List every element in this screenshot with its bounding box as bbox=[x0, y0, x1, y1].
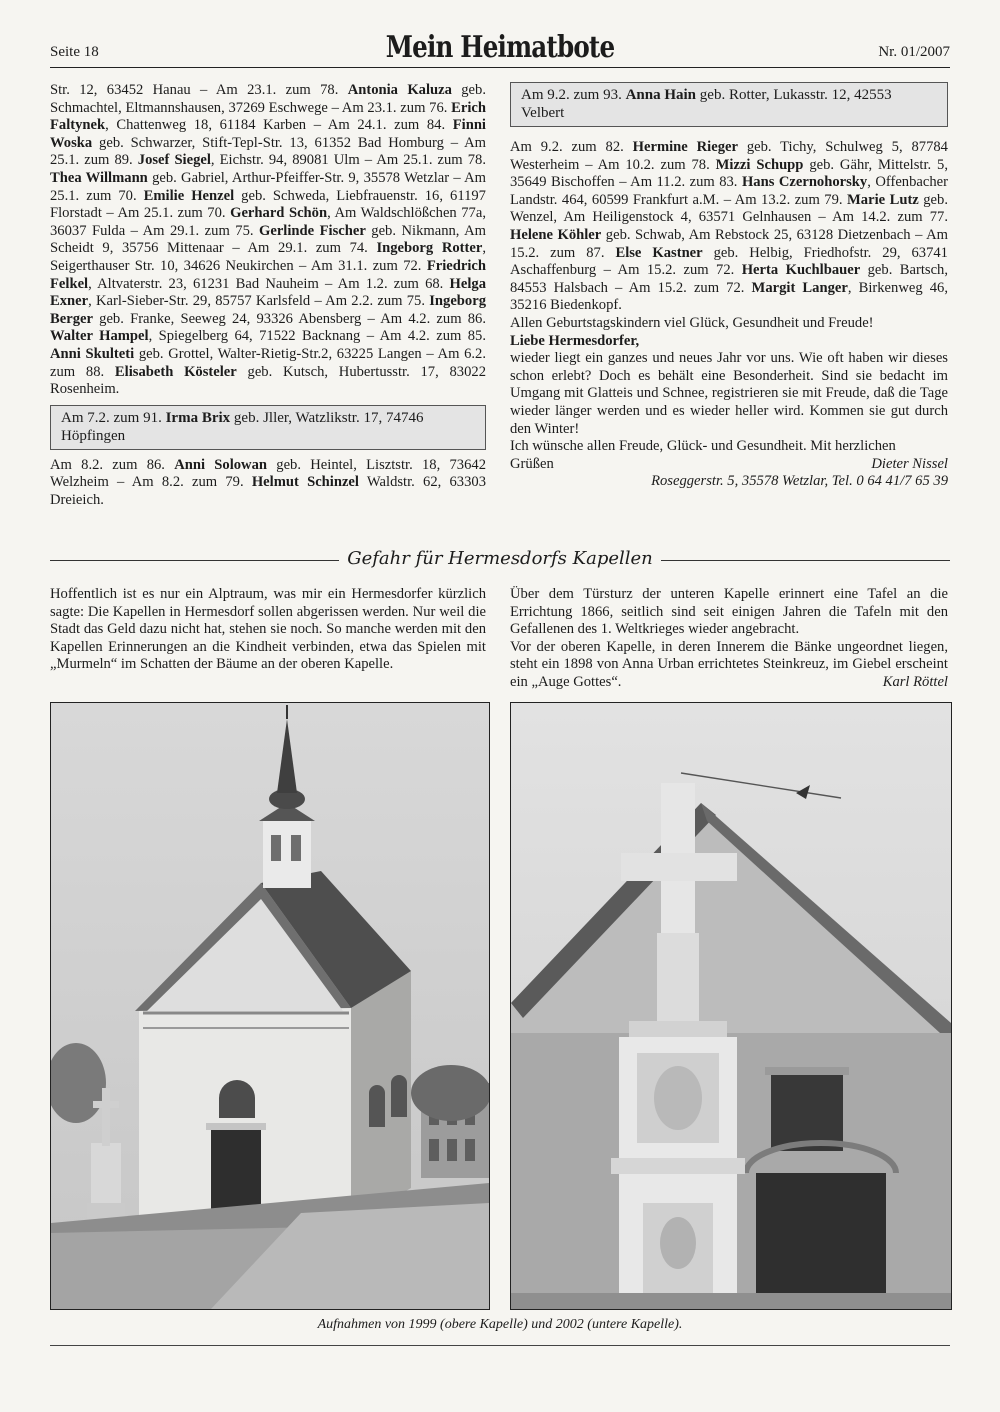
celebrant-name: Antonia Kaluza bbox=[347, 82, 452, 98]
birthday-list-left-1: Str. 12, 63452 Hanau – Am 23.1. zum 78. Antonia Kaluza geb. Schmachtel, Eltmannshausen, 37269 Eschwege – Am 23.1. zum 76. Erich Faltynek, Chattenweg 18, 61184 Karben – Am 24.1. zum 84. Finni Woska geb. Schwarzer, Stift-Tepl-Str. 13, 61352 Bad Homburg – Am 25.1. zum 89. Josef Siegel, Eichstr. 94, 89081 Ulm – Am 25.1. zum 78. Thea Willmann geb. Gabriel, Arthur-Pfeiffer-Str. 9, 35578 Wetzlar – Am 25.1. zum 70. Emilie Henzel geb. Schweda, Liebfrauenstr. 16, 61197 Florstadt – Am 25.1. zum 70. Gerhard Schön, Am Waldschlößchen 77a, 36037 Fulda – Am 29.1. zum 75. Gerlinde Fischer geb. Nikmann, Am Scheidt 9, 35756 Mittenaar – Am 29.1. zum 74. Ingeborg Rotter, Seigerthauser Str. 10, 34626 Neukirchen – Am 31.1. zum 72. Friedrich Felkel, Altvaterstr. 23, 61231 Bad Nauheim – Am 1.2. zum 68. Helga Exner, Karl-Sieber-Str. 29, 85757 Karlsfeld – Am 2.2. zum 75. Ingeborg Berger geb. Franke, Seeweg 24, 93326 Abensberg – Am 4.2. zum 86. Walter Hampel, Spiegelberg 64, 71522 Backnang – Am 4.2. zum 85. Anni Skulteti geb. Grottel, Walter-Rietig-Str.2, 63225 Langen – Am 6.2. zum 88. Elisabeth Kösteler geb. Kutsch, Hubertusstr. 17, 83022 Rosenheim. bbox=[50, 82, 487, 398]
article-left-text: Hoffentlich ist es nur ein Alptraum, was mir ein Hermesdorfer kürzlich sagte: Die Kapellen in Hermesdorf sollen abgerissen werden. Nur weil die Stadt das Geld dazu nicht hat, stehen sie noch. So manche werden mit den Kapellen Erinnerungen an die Kindheit verbinden, etwa das Spielen mit „Murmeln“ im Schatten der Bäume an der oberen Kapelle. bbox=[50, 586, 486, 673]
article-right-paragraph-2 bbox=[510, 639, 948, 692]
celebrant-name: Hans Czernohorsky bbox=[741, 174, 868, 191]
celebrant-name: Gerhard Schön bbox=[230, 205, 328, 222]
article-author: Karl Röttel bbox=[882, 673, 948, 690]
header-rule bbox=[50, 67, 950, 68]
issue-number: Nr. 01/2007 bbox=[878, 44, 950, 60]
masthead: Mein Heimatbote bbox=[385, 30, 615, 65]
celebrant-name: Helmut Schinzel bbox=[251, 474, 359, 491]
birthday-column-left bbox=[50, 82, 486, 509]
letter-heading: Liebe Hermesdorfer, bbox=[510, 332, 640, 349]
photo-lower-chapel bbox=[50, 702, 490, 1310]
birthday-list-right: Am 9.2. zum 82. Hermine Rieger geb. Tichy, Schulweg 5, 87784 Westerheim – Am 10.2. zum 78. Mizzi Schupp geb. Gähr, Mittelstr. 5, 35649 Bischoffen – Am 11.2. zum 83. Hans Czernohorsky, Offenbacher Landstr. 464, 60599 Frankfurt a.M. – Am 13.2. zum 79. Marie Lutz geb. Wenzel, Am Heiligenstock 4, 63571 Gelnhausen – Am 14.2. zum 77. Helene Köhler geb. Schwab, Am Rebstock 25, 63128 Dietzenbach – Am 15.2. zum 87. Else Kastner geb. Helbig, Friedhofstr. 29, 63741 Aschaffenburg – Am 15.2. zum 72. Herta Kuchlbauer geb. Bartsch, 84553 Halsbach – Am 15.2. zum 72. Margit Langer, Birkenweg 46, 35216 Biedenkopf. bbox=[510, 139, 949, 314]
celebrant-name: Josef Siegel bbox=[137, 152, 211, 169]
celebrant-name: Emilie Henzel bbox=[143, 187, 235, 204]
photo-caption: Aufnahmen von 1999 (obere Kapelle) und 2002 (untere Kapelle). bbox=[317, 1317, 683, 1332]
birthday-highlight-right: Am 9.2. zum 93. Anna Hain geb. Rotter, Lukasstr. 12, 42553 Velbert bbox=[510, 82, 948, 127]
celebrant-name: Helga Exner bbox=[50, 275, 486, 310]
celebrant-name: Hermine Rieger bbox=[632, 139, 738, 155]
birthday-highlight-left: Am 7.2. zum 91. Irma Brix geb. Jller, Watzlikstr. 17, 74746 Höpfingen bbox=[50, 405, 486, 450]
article-right-paragraph-1: Über dem Türsturz der unteren Kapelle erinnert eine Tafel an die Errichtung 1866, seitlich sind seit einigen Jahren die Tafeln mit den Gefallenen des 1. Weltkrieges wieder angebracht. bbox=[510, 586, 948, 638]
celebrant-name: Marie Lutz bbox=[847, 191, 919, 208]
section-heading-text: Gefahr für Hermesdorfs Kapellen bbox=[339, 548, 661, 569]
celebrant-name: Helene Köhler bbox=[510, 226, 602, 243]
letter-address: Roseggerstr. 5, 35578 Wetzlar, Tel. 0 64 41/7 65 39 bbox=[651, 473, 948, 490]
letter-author: Dieter Nissel bbox=[871, 455, 948, 472]
celebrant-name: Irma Brix bbox=[165, 409, 231, 426]
celebrant-name: Else Kastner bbox=[615, 244, 703, 261]
letter-closing: Grüßen bbox=[510, 455, 554, 472]
birthday-column-right bbox=[510, 82, 948, 491]
celebrant-name: Margit Langer bbox=[751, 279, 848, 296]
letter-body: wieder liegt ein ganzes und neues Jahr vor uns. Wie oft haben wir dieses schon erlebt? Doch es behält eine Besonderheit. Sind sie bedacht im Umgang mit Glatteis und Schnee, registrieren sie mit Freude, daß die Tage wieder länger werden und es wieder heller wird. Kommen sie gut durch den Winter! bbox=[510, 350, 948, 437]
celebrant-name: Ingeborg Berger bbox=[50, 293, 486, 327]
celebrant-name: Anna Hain bbox=[625, 87, 697, 103]
page-number: Seite 18 bbox=[50, 44, 99, 60]
celebrant-name: Walter Hampel bbox=[50, 328, 149, 345]
footer-rule bbox=[50, 1345, 950, 1346]
photo-upper-chapel bbox=[510, 702, 952, 1310]
celebrant-name: Finni Woska bbox=[50, 117, 486, 151]
article-right-paragraph-2-text: Vor der oberen Kapelle, in deren Innerem die Bänke ungeordnet liegen, steht ein 1898 von Anna Urban errichtetes Steinkreuz, im Giebel erscheint ein „Auge Gottes“. bbox=[510, 638, 948, 690]
section-heading bbox=[0, 548, 1000, 569]
letter-wish: Ich wünsche allen Freude, Glück- und Gesundheit. Mit herzlichen bbox=[510, 438, 896, 455]
celebrant-name: Mizzi Schupp bbox=[715, 156, 804, 173]
celebrant-name: Anni Skulteti bbox=[50, 345, 135, 362]
celebrant-name: Herta Kuchlbauer bbox=[741, 262, 861, 279]
article-left bbox=[50, 586, 486, 674]
celebrant-name: Ingeborg Rotter bbox=[376, 240, 483, 257]
celebrant-name: Gerlinde Fischer bbox=[259, 222, 366, 239]
celebrant-name: Elisabeth Kösteler bbox=[114, 363, 237, 380]
birthday-greeting: Allen Geburtstagskindern viel Glück, Gesundheit und Freude! bbox=[510, 314, 874, 331]
article-right bbox=[510, 586, 948, 692]
birthday-list-left-2: Am 8.2. zum 86. Anni Solowan geb. Heintel, Lisztstr. 18, 73642 Welzheim – Am 8.2. zum 79. Helmut Schinzel Waldstr. 62, 63303 Dreieich. bbox=[50, 456, 486, 508]
letter-signature-line bbox=[510, 456, 948, 474]
celebrant-name: Thea Willmann bbox=[50, 169, 148, 186]
celebrant-name: Anni Solowan bbox=[174, 456, 268, 473]
celebrant-name: Friedrich Felkel bbox=[50, 257, 486, 292]
celebrant-name: Erich Faltynek bbox=[50, 99, 486, 134]
